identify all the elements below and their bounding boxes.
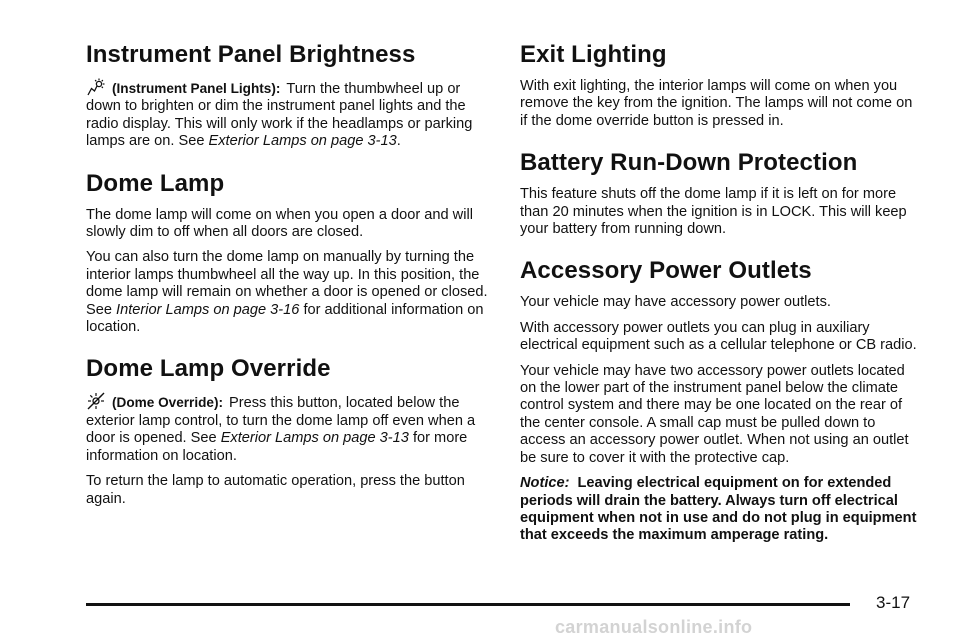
heading-accessory-power-outlets: Accessory Power Outlets bbox=[520, 257, 812, 285]
dome-override-paragraph-2: To return the lamp to automatic operation, press the button again. bbox=[86, 473, 465, 507]
section-instrument-panel-brightness bbox=[86, 40, 490, 151]
dome-override-term: (Dome Override): bbox=[112, 395, 224, 411]
dome-lamp-paragraph-2 bbox=[86, 249, 490, 336]
left-column bbox=[86, 40, 490, 526]
dome-override-paragraph bbox=[86, 392, 490, 465]
dome-lamp-paragraph-1: The dome lamp will come on when you open a door and will slowly dim to off when all doors are closed. bbox=[86, 206, 473, 241]
dome-lamp-text-a: You can also turn the dome lamp on manually by turning the interior lamps thumbwheel all the way up. In this position, the dome lamp will remain on whether a door is opened or closed. See bbox=[86, 249, 488, 318]
heading-dome-lamp-override: Dome Lamp Override bbox=[86, 355, 331, 383]
dome-override-reference: Exterior Lamps on page 3-13 bbox=[220, 430, 409, 447]
heading-dome-lamp: Dome Lamp bbox=[86, 169, 225, 197]
right-column bbox=[520, 40, 920, 563]
panel-lights-paragraph bbox=[86, 78, 490, 151]
section-battery-run-down-protection bbox=[520, 148, 920, 238]
notice-label: Notice: bbox=[520, 475, 570, 492]
heading-instrument-panel-brightness: Instrument Panel Brightness bbox=[86, 41, 416, 68]
dome-override-icon bbox=[86, 392, 106, 410]
notice-paragraph bbox=[520, 475, 920, 545]
dome-lamp-text-b: for additional information on location. bbox=[86, 301, 484, 336]
section-dome-lamp-override bbox=[86, 354, 490, 507]
battery-paragraph: This feature shuts off the dome lamp if it is left on for more than 20 minutes when the ignition is in LOCK. This will keep your battery from running down. bbox=[520, 186, 907, 238]
dome-override-text-a: Press this button, located below the exterior lamp control, to turn the dome lamp off even when a door is opened. See bbox=[86, 395, 476, 447]
section-exit-lighting bbox=[520, 40, 920, 130]
section-dome-lamp bbox=[86, 169, 490, 337]
notice-text: Leaving electrical equipment on for extended periods will drain the battery. Always turn off electrical equipment when not in use and do not plug in equipment that exceeds the maximum amperage rating. bbox=[520, 475, 917, 544]
panel-lights-term: (Instrument Panel Lights): bbox=[112, 81, 281, 96]
panel-lights-reference: Exterior Lamps on page 3-13 bbox=[208, 133, 397, 150]
section-accessory-power-outlets bbox=[520, 256, 920, 544]
outlets-paragraph-2: With accessory power outlets you can plug in auxiliary electrical equipment such as a cellular telephone or CB radio. bbox=[520, 319, 917, 354]
dome-lamp-reference: Interior Lamps on page 3-16 bbox=[116, 301, 300, 318]
instrument-panel-lights-icon bbox=[86, 78, 106, 96]
outlets-paragraph-1: Your vehicle may have accessory power outlets. bbox=[520, 294, 831, 311]
watermark: carmanualsonline.info bbox=[555, 617, 753, 637]
panel-lights-text-b: . bbox=[396, 133, 401, 150]
exit-lighting-paragraph: With exit lighting, the interior lamps will come on when you remove the key from the ignition. The lamps will not come on if the dome override button is pressed in. bbox=[520, 78, 913, 129]
footer-rule bbox=[86, 603, 850, 606]
heading-exit-lighting: Exit Lighting bbox=[520, 41, 667, 68]
outlets-paragraph-3: Your vehicle may have two accessory power outlets located on the lower part of the instrument panel below the climate control system and there may be one located on the rear of the center console. A small cap must be pulled down to access an accessory power outlet. When not using an outlet be sure to cover it with the protective cap. bbox=[520, 362, 909, 466]
panel-lights-text-a: Turn the thumbwheel up or down to brighten or dim the instrument panel lights and the radio display. This will only work if the headlamps or parking lamps are on. See bbox=[86, 81, 473, 150]
heading-battery-run-down-protection: Battery Run-Down Protection bbox=[520, 149, 858, 177]
dome-override-text-b: for more information on location. bbox=[86, 430, 468, 464]
page-number: 3-17 bbox=[876, 593, 911, 612]
